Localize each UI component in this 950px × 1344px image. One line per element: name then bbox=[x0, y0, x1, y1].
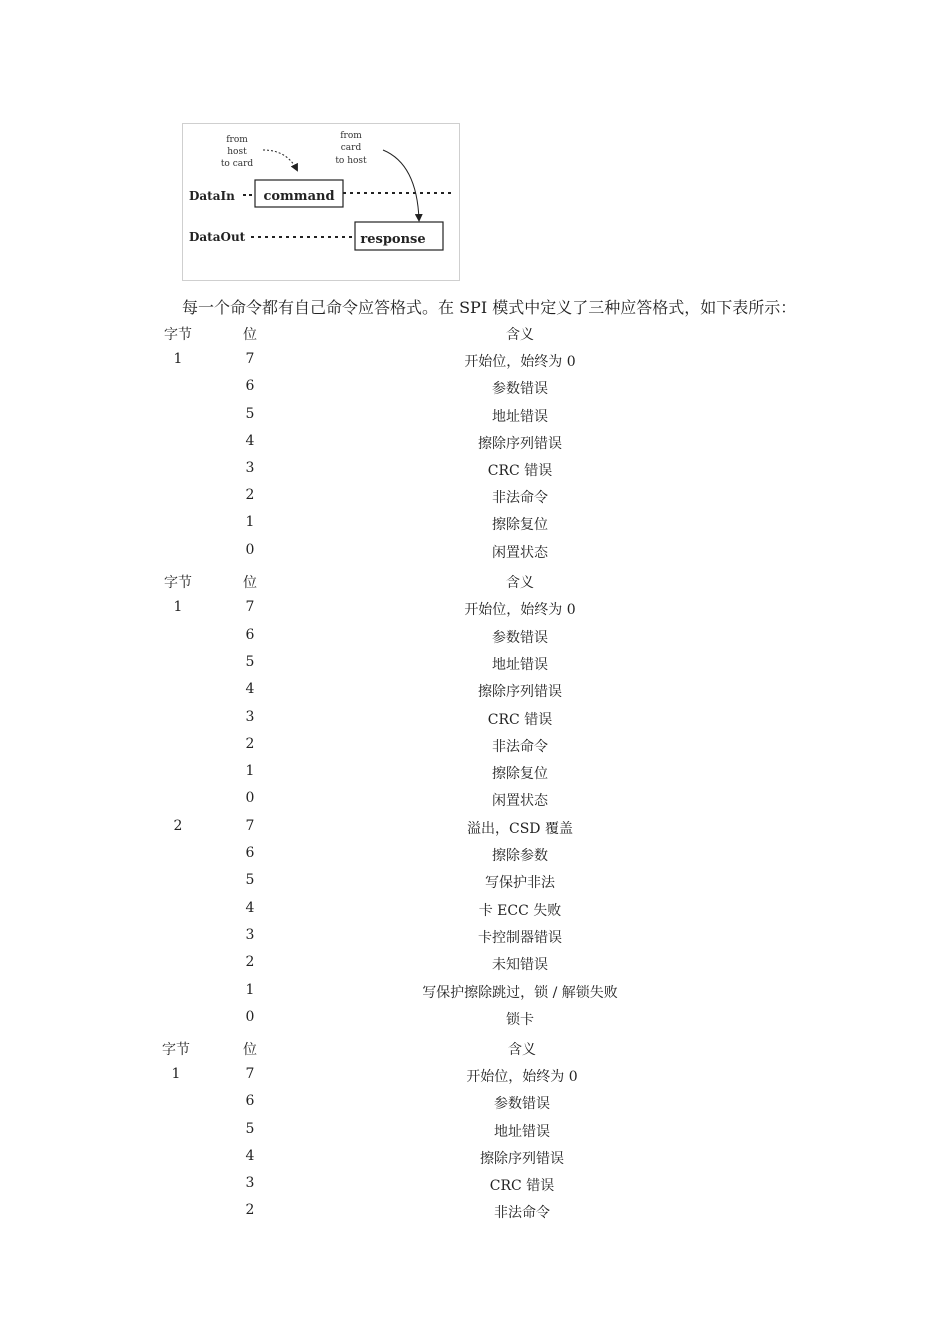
table-row bbox=[0, 487, 950, 509]
cell-bit: 1 bbox=[245, 981, 255, 998]
cell-bit: 7 bbox=[245, 1066, 255, 1083]
cell-meaning: 开始位，始终为 0 bbox=[464, 602, 576, 619]
cell-meaning: 地址错误 bbox=[492, 656, 548, 673]
table-row bbox=[0, 872, 950, 894]
cell-bit: 3 bbox=[245, 1175, 255, 1191]
table-row bbox=[0, 1175, 950, 1197]
table-row bbox=[0, 1121, 950, 1143]
table-row bbox=[0, 790, 950, 812]
cell-meaning: 擦除序列错误 bbox=[480, 1150, 564, 1167]
table-header-row bbox=[0, 572, 950, 594]
cell-meaning: CRC 错误 bbox=[487, 463, 553, 479]
header-byte: 字节 bbox=[164, 327, 192, 343]
header-meaning: 含义 bbox=[506, 575, 534, 591]
table-row bbox=[0, 406, 950, 428]
cell-bit: 7 bbox=[245, 817, 255, 834]
table-row bbox=[0, 927, 950, 949]
cell-meaning: 闲置状态 bbox=[492, 793, 548, 810]
table-row bbox=[0, 378, 950, 400]
cell-bit: 5 bbox=[245, 1120, 255, 1137]
cell-byte: 1 bbox=[173, 599, 183, 616]
cell-meaning: 闲置状态 bbox=[492, 544, 548, 561]
cell-meaning: 开始位，始终为 0 bbox=[464, 354, 576, 371]
cell-bit: 0 bbox=[245, 1008, 255, 1025]
intro-paragraph: 每一个命令都有自己命令应答格式。在 SPI 模式中定义了三种应答格式，如下表所示： bbox=[182, 298, 797, 317]
cell-meaning: 非法命令 bbox=[494, 1205, 550, 1222]
from-host-line-2: host bbox=[227, 147, 247, 157]
cell-meaning: 参数错误 bbox=[492, 381, 548, 398]
cell-byte: 1 bbox=[173, 351, 183, 368]
cell-bit: 4 bbox=[245, 1147, 255, 1164]
table-row bbox=[0, 460, 950, 482]
cell-bit: 7 bbox=[245, 351, 255, 368]
cell-meaning: 开始位，始终为 0 bbox=[466, 1069, 578, 1086]
table-row bbox=[0, 1009, 950, 1031]
header-byte: 字节 bbox=[164, 575, 192, 591]
table-row bbox=[0, 845, 950, 867]
dataout-label: DataOut bbox=[189, 230, 246, 244]
header-byte: 字节 bbox=[162, 1042, 190, 1058]
cell-meaning: 擦除序列错误 bbox=[478, 684, 562, 701]
cell-meaning: 擦除参数 bbox=[492, 848, 548, 864]
cell-bit: 0 bbox=[245, 790, 255, 807]
cell-bit: 4 bbox=[245, 432, 255, 449]
table-row bbox=[0, 599, 950, 621]
cell-bit: 3 bbox=[245, 708, 255, 725]
cell-meaning: 擦除复位 bbox=[492, 766, 548, 783]
cell-bit: 4 bbox=[245, 899, 255, 916]
table-row bbox=[0, 763, 950, 785]
cell-meaning: 擦除复位 bbox=[492, 517, 548, 534]
from-card-line-3: to host bbox=[335, 156, 367, 166]
cell-bit: 4 bbox=[245, 681, 255, 698]
datain-label: DataIn bbox=[189, 189, 235, 203]
cell-bit: 5 bbox=[245, 405, 255, 422]
cell-meaning: 卡 ECC 失败 bbox=[478, 902, 562, 919]
command-label: command bbox=[263, 189, 335, 204]
cell-bit: 6 bbox=[245, 1093, 255, 1110]
spi-timing-diagram bbox=[183, 124, 461, 282]
cell-bit: 5 bbox=[245, 872, 255, 889]
cell-meaning: 写保护擦除跳过，锁 / 解锁失败 bbox=[422, 984, 618, 1001]
cell-bit: 3 bbox=[245, 460, 255, 476]
table-row bbox=[0, 736, 950, 758]
cell-meaning: 参数错误 bbox=[492, 629, 548, 646]
cell-bit: 5 bbox=[245, 653, 255, 670]
table-row bbox=[0, 818, 950, 840]
table-row bbox=[0, 954, 950, 976]
cell-meaning: 地址错误 bbox=[494, 1123, 550, 1140]
from-card-line-1: from bbox=[340, 131, 362, 141]
cell-bit: 2 bbox=[245, 487, 255, 504]
header-meaning: 含义 bbox=[506, 327, 534, 343]
table-row bbox=[0, 982, 950, 1004]
from-host-line-3: to card bbox=[220, 159, 254, 169]
header-bit: 位 bbox=[243, 575, 257, 591]
table-row bbox=[0, 900, 950, 922]
table-header-row bbox=[0, 1039, 950, 1061]
cell-meaning: 卡控制器错误 bbox=[478, 929, 562, 946]
cell-meaning: 擦除序列错误 bbox=[478, 435, 562, 452]
cell-bit: 1 bbox=[245, 514, 255, 531]
cell-meaning: 非法命令 bbox=[492, 490, 548, 507]
host-arrow bbox=[263, 150, 297, 170]
cell-bit: 6 bbox=[245, 845, 255, 861]
table-header-row bbox=[0, 324, 950, 346]
table-row bbox=[0, 351, 950, 373]
table-row bbox=[0, 1148, 950, 1170]
header-bit: 位 bbox=[243, 327, 257, 343]
cell-bit: 6 bbox=[245, 378, 255, 395]
cell-bit: 3 bbox=[245, 926, 255, 943]
cell-bit: 0 bbox=[245, 541, 255, 558]
cell-byte: 2 bbox=[173, 817, 183, 834]
cell-bit: 1 bbox=[245, 763, 255, 780]
table-row bbox=[0, 514, 950, 536]
table-row bbox=[0, 709, 950, 731]
cell-meaning: 锁卡 bbox=[506, 1011, 534, 1028]
table-row bbox=[0, 627, 950, 649]
table-row bbox=[0, 1093, 950, 1115]
header-bit: 位 bbox=[243, 1042, 257, 1058]
from-card-line-2: card bbox=[340, 143, 362, 153]
table-row bbox=[0, 1202, 950, 1224]
card-arrow bbox=[383, 150, 419, 220]
spi-timing-figure bbox=[182, 123, 460, 281]
table-row bbox=[0, 542, 950, 564]
from-host-line-1: from bbox=[226, 135, 248, 145]
cell-meaning: CRC 错误 bbox=[487, 711, 553, 728]
cell-meaning: 非法命令 bbox=[492, 738, 548, 755]
table-row bbox=[0, 681, 950, 703]
cell-meaning: 参数错误 bbox=[494, 1096, 550, 1113]
cell-bit: 2 bbox=[245, 954, 255, 971]
cell-bit: 2 bbox=[245, 735, 255, 752]
table-row bbox=[0, 433, 950, 455]
cell-bit: 6 bbox=[245, 626, 255, 643]
header-meaning: 含义 bbox=[508, 1042, 536, 1058]
cell-bit: 7 bbox=[245, 599, 255, 616]
cell-byte: 1 bbox=[171, 1066, 181, 1083]
table-row bbox=[0, 1066, 950, 1088]
cell-meaning: CRC 错误 bbox=[489, 1178, 555, 1194]
cell-bit: 2 bbox=[245, 1202, 255, 1219]
table-row bbox=[0, 654, 950, 676]
cell-meaning: 地址错误 bbox=[492, 408, 548, 425]
cell-meaning: 溢出，CSD 覆盖 bbox=[467, 820, 573, 837]
response-label: response bbox=[360, 232, 426, 247]
cell-meaning: 未知错误 bbox=[492, 957, 548, 974]
cell-meaning: 写保护非法 bbox=[485, 875, 555, 892]
